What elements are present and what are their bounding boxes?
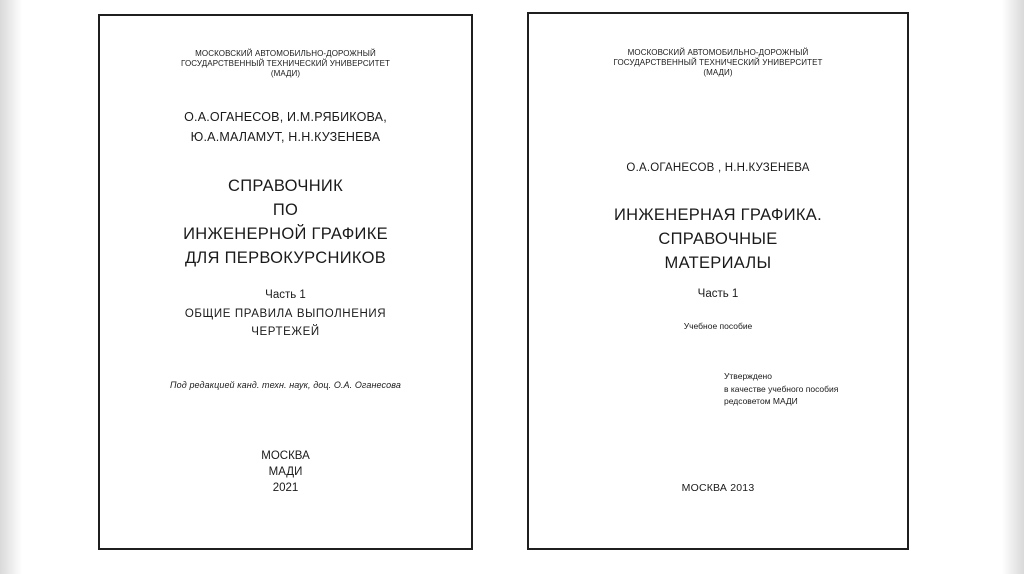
title-line: ИНЖЕНЕРНОЙ ГРАФИКЕ xyxy=(183,225,388,243)
title-line: СПРАВОЧНЫЕ xyxy=(658,230,778,248)
title-line: ПО xyxy=(272,201,299,219)
org-line: МОСКОВСКИЙ АВТОМОБИЛЬНО-ДОРОЖНЫЙ xyxy=(195,49,376,58)
approval-line: редсоветом МАДИ xyxy=(724,396,798,406)
university-name xyxy=(100,49,471,79)
right-edge-shadow xyxy=(1002,0,1024,574)
authors: О.А.ОГАНЕСОВ , Н.Н.КУЗЕНЕВА xyxy=(626,162,810,174)
book-title xyxy=(100,174,471,270)
authors xyxy=(100,107,471,147)
title-line: СПРАВОЧНИК xyxy=(228,177,343,195)
publication-kind: Учебное пособие xyxy=(683,321,753,331)
title-line: ДЛЯ ПЕРВОКУРСНИКОВ xyxy=(184,249,387,267)
title-line: ИНЖЕНЕРНАЯ ГРАФИКА. xyxy=(614,206,822,224)
title-page-left xyxy=(98,14,473,550)
approval-line: Утверждено xyxy=(724,371,772,381)
imprint: МОСКВА 2013 xyxy=(681,482,755,494)
subtitle-line: ЧЕРТЕЖЕЙ xyxy=(251,326,320,338)
approval-line: в качестве учебного пособия xyxy=(724,383,839,394)
imprint-city: МОСКВА xyxy=(261,450,310,462)
org-line: ГОСУДАРСТВЕННЫЙ ТЕХНИЧЕСКИЙ УНИВЕРСИТЕТ xyxy=(613,58,823,67)
authors-line: О.А.ОГАНЕСОВ, И.М.РЯБИКОВА, xyxy=(184,110,387,124)
authors-line: Ю.А.МАЛАМУТ, Н.Н.КУЗЕНЕВА xyxy=(190,130,381,144)
org-line: (МАДИ) xyxy=(703,68,733,77)
left-edge-shadow xyxy=(0,0,22,574)
imprint xyxy=(100,448,471,496)
editor-note: Под редакцией канд. техн. наук, доц. О.А. Оганесова xyxy=(170,380,401,390)
imprint-publisher: МАДИ xyxy=(268,466,303,478)
subtitle-line: ОБЩИЕ ПРАВИЛА ВЫПОЛНЕНИЯ xyxy=(184,308,387,320)
university-name xyxy=(529,48,907,78)
org-line: МОСКОВСКИЙ АВТОМОБИЛЬНО-ДОРОЖНЫЙ xyxy=(627,48,809,57)
org-line: (МАДИ) xyxy=(270,69,301,78)
title-page-right xyxy=(527,12,909,550)
part-number: Часть 1 xyxy=(697,288,739,300)
imprint-year: 2021 xyxy=(272,482,299,494)
org-line: ГОСУДАРСТВЕННЫЙ ТЕХНИЧЕСКИЙ УНИВЕРСИТЕТ xyxy=(181,59,390,68)
part-number: Часть 1 xyxy=(265,289,306,301)
title-line: МАТЕРИАЛЫ xyxy=(664,254,772,272)
approval-note xyxy=(724,370,838,408)
part-subtitle xyxy=(100,305,471,341)
book-title xyxy=(529,203,907,275)
